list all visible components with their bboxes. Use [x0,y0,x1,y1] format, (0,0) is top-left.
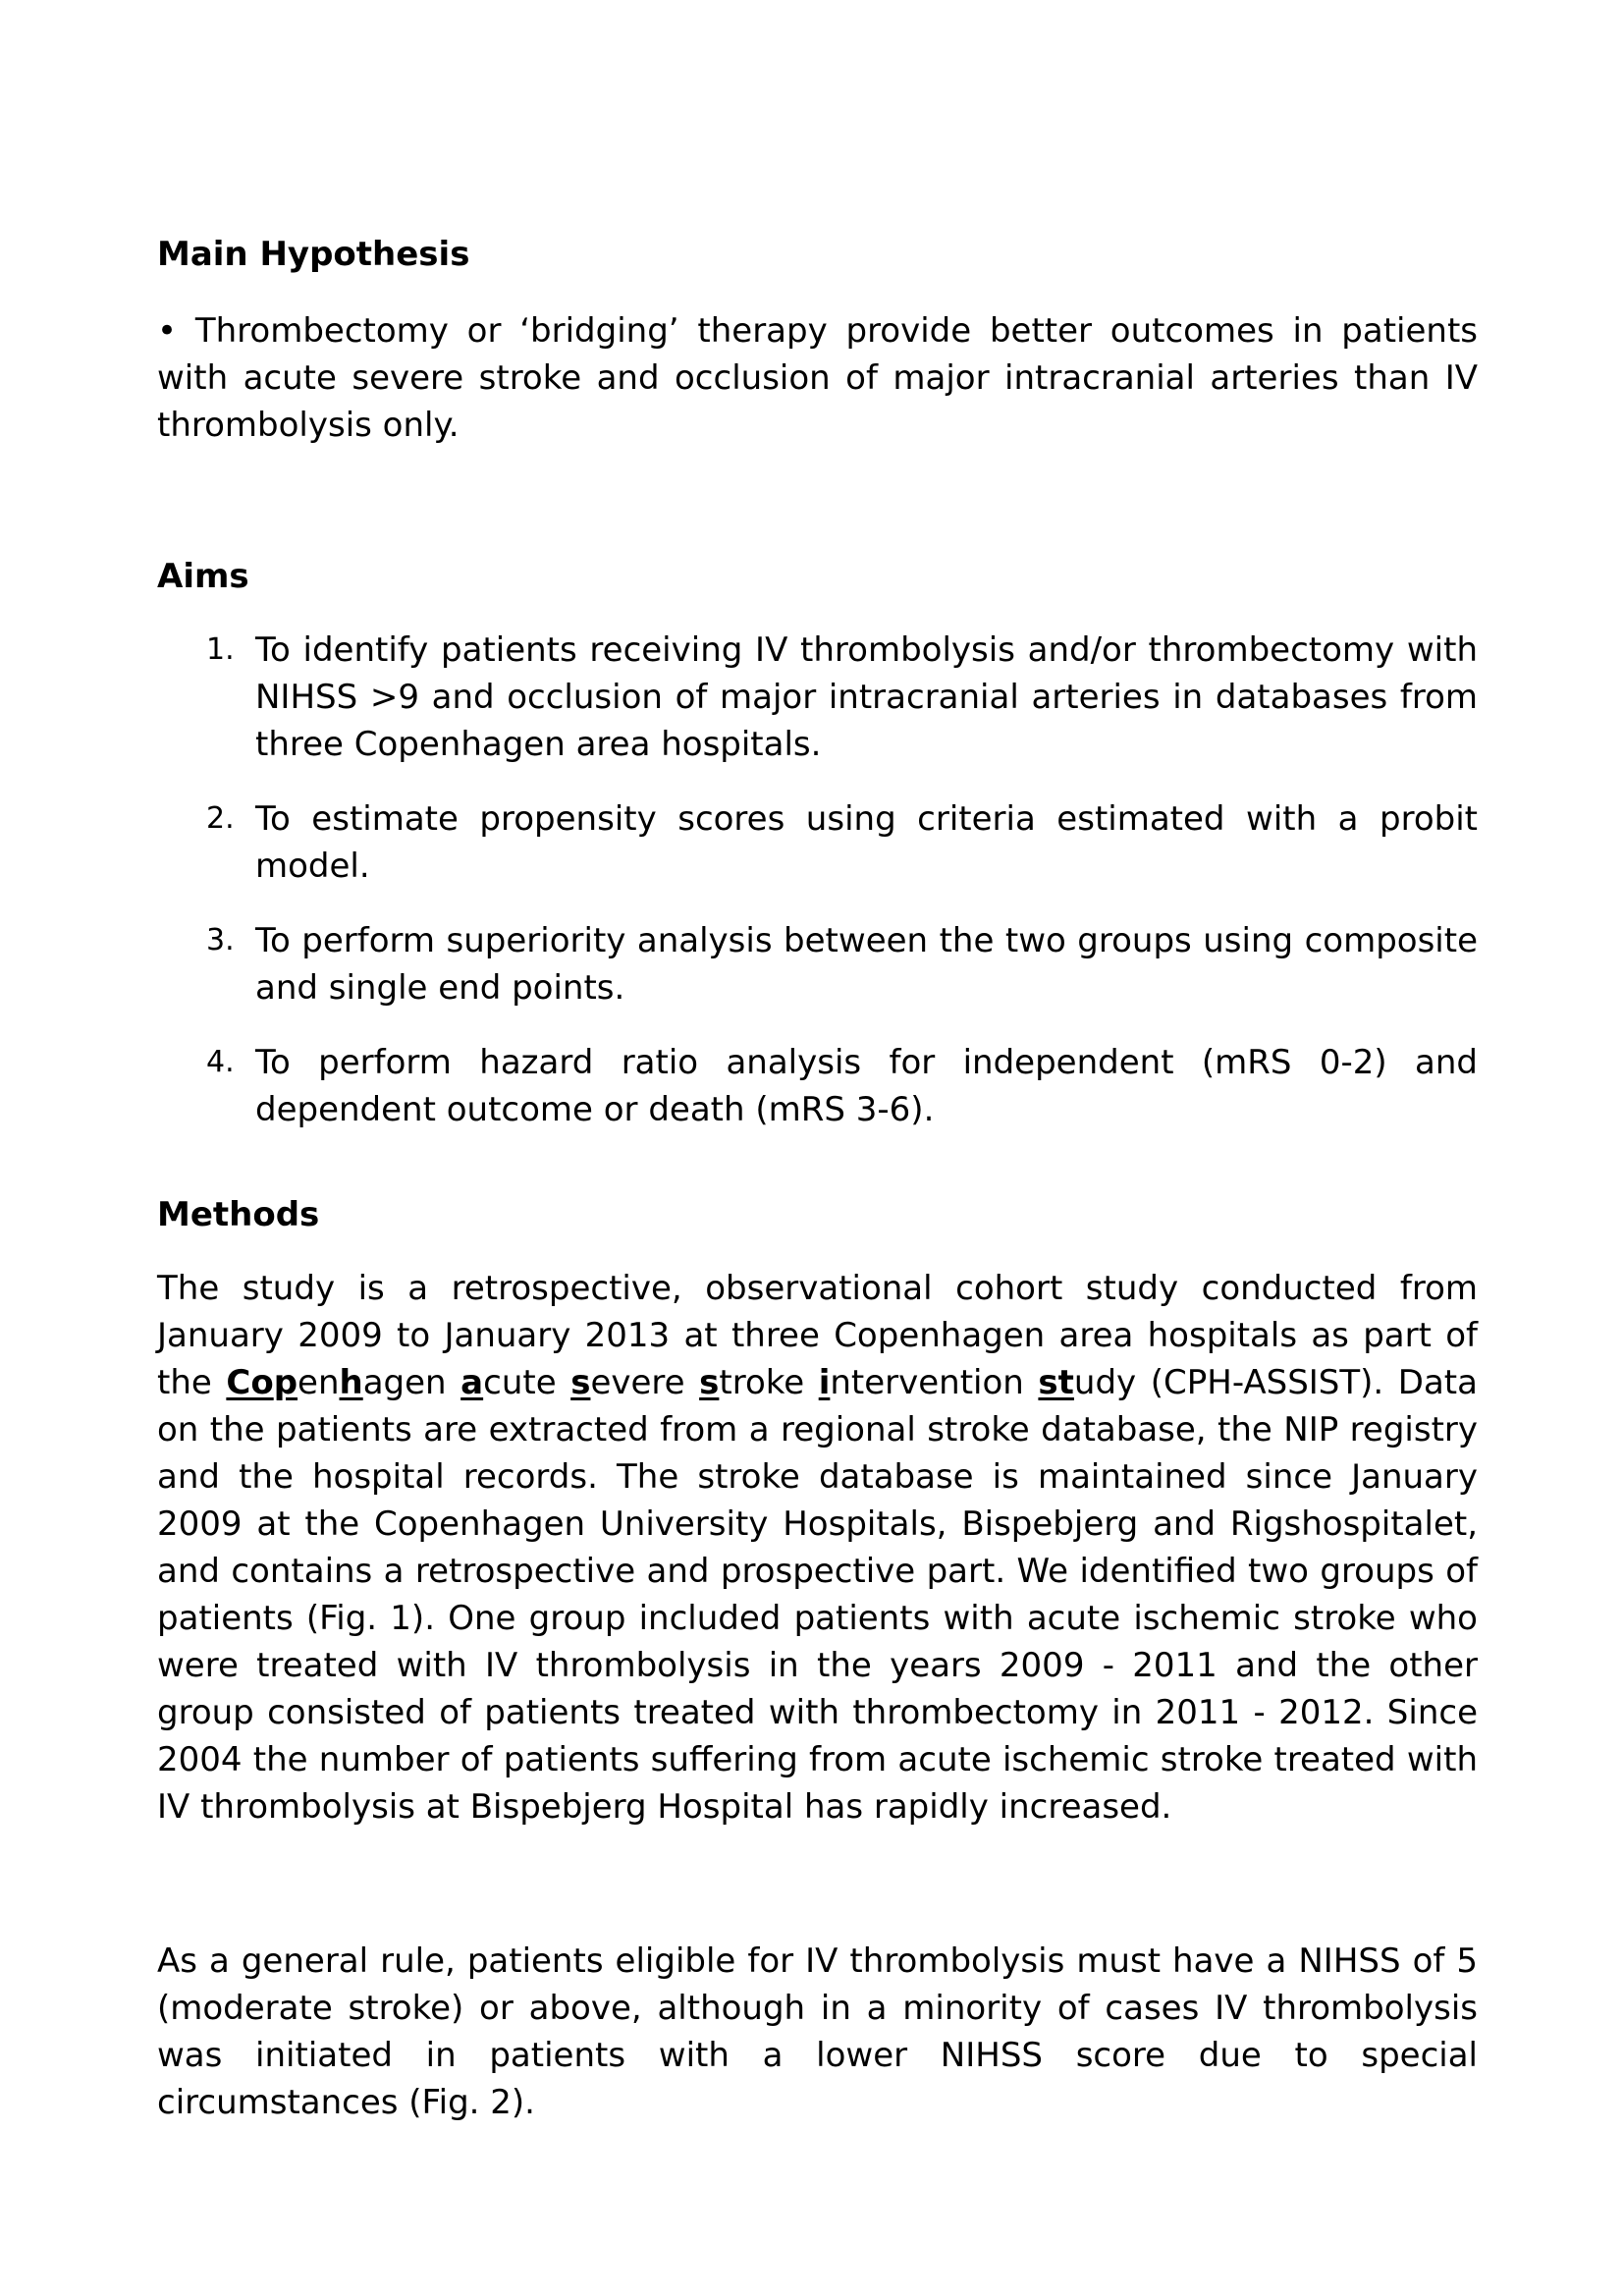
acronym-letter: p [273,1363,298,1402]
aim-item-3 [157,917,1478,1011]
acronym-rest: ntervention [830,1363,1039,1402]
aim-text: To identify patients receiving IV thrombolysis and/or thrombectomy with NIHSS >9 and occlusion of major intracranial arteries in databases from three Copenhagen area hospitals. [255,630,1478,764]
aim-number: 2. [206,801,235,836]
acronym-rest: troke [719,1363,819,1402]
acronym-rest: agen [362,1363,461,1402]
hypothesis-paragraph [157,307,1478,449]
acronym-letter: a [460,1363,484,1402]
acronym-rest: en [298,1363,340,1402]
methods-paragraph-2: As a general rule, patients eligible for IV thrombolysis must have a NIHSS of 5 (moderate stroke) or above, although in a minority of cases IV thrombolysis was initiated in patients with a lower NIHSS score due to special circumstances (Fig. 2). [157,1941,1478,2122]
hypothesis-text: Thrombectomy or ‘bridging’ therapy provide better outcomes in patients with acute severe stroke and occlusion of major intracranial arteries than IV thrombolysis only. [157,311,1479,445]
acronym-letter: s [570,1363,591,1402]
aim-text: To perform superiority analysis between the two groups using composite and single end points. [255,921,1478,1008]
aim-item-1 [157,627,1478,768]
aim-number: 4. [206,1045,235,1079]
methods-text-intro: The study is a retrospective, observational cohort study conducted from January 2009 to January 2013 at three Copenhagen area hospitals as part of the [157,1269,1478,1402]
aim-text: To perform hazard ratio analysis for independent (mRS 0-2) and dependent outcome or death (mRS 3-6). [255,1043,1478,1129]
acronym-rest: cute [483,1363,571,1402]
aims-list [157,627,1478,1161]
main-hypothesis-heading: Main Hypothesis [157,235,470,274]
acronym-rest: udy [1073,1363,1137,1402]
acronym-rest: evere [590,1363,700,1402]
acronym-letter: st [1038,1363,1074,1402]
methods-text-body: (CPH-ASSIST). Data on the patients are extracted from a regional stroke database, the NIP registry and the hospital records. The stroke database is maintained since January 2009 at the Copenhagen University Hospitals, Bispebjerg and Rigshospitalet, and contains a retrospective and prospective part. We identified two groups of patients (Fig. 1). One group included patients with acute ischemic stroke who were treated with IV thrombolysis in the years 2009 - 2011 and the other group consisted of patients treated with thrombectomy in 2011 - 2012. Since 2004 the number of patients suffering from acute ischemic stroke treated with IV thrombolysis at Bispebjerg Hospital has rapidly increased. [157,1363,1478,1827]
acronym-letter: Co [226,1363,274,1402]
methods-heading: Methods [157,1195,320,1234]
acronym-letter: h [339,1363,363,1402]
bullet-icon: • [157,311,178,351]
acronym-letter: i [818,1363,831,1402]
aim-text: To estimate propensity scores using criteria estimated with a probit model. [255,799,1478,886]
aim-item-2 [157,795,1478,890]
aim-item-4 [157,1039,1478,1133]
study-acronym [226,1363,1136,1402]
methods-paragraph-1 [157,1265,1478,1831]
aim-number: 1. [206,632,235,667]
aim-number: 3. [206,923,235,957]
acronym-letter: s [699,1363,720,1402]
aims-heading: Aims [157,557,249,596]
